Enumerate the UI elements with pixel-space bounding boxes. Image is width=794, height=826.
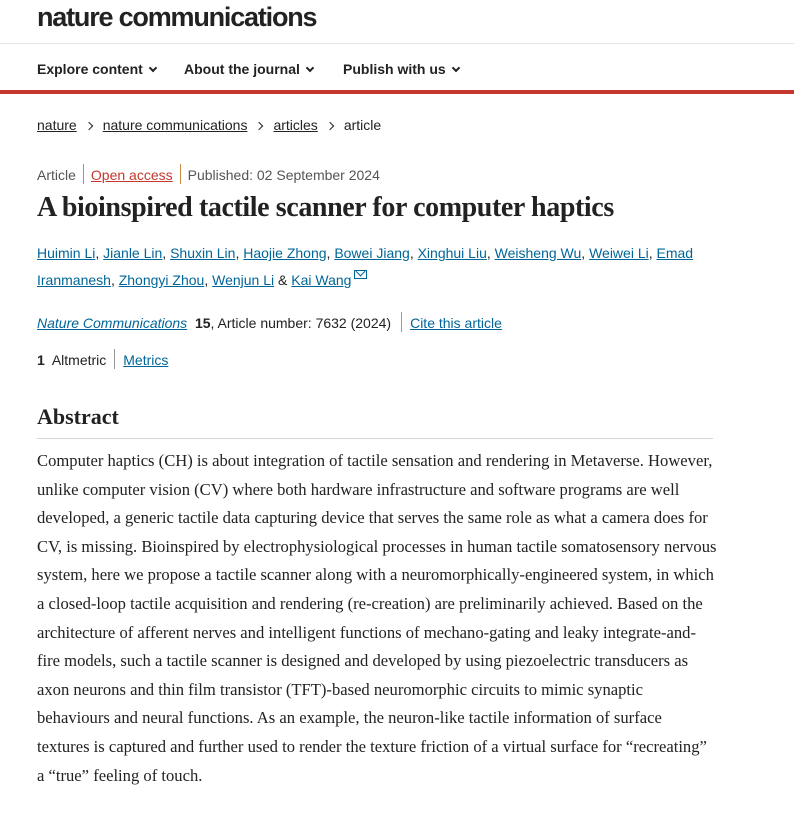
- chevron-right-icon: [255, 122, 263, 130]
- volume-number: 15: [194, 315, 211, 331]
- author-link[interactable]: Xinghui Liu: [417, 245, 487, 261]
- chevron-down-icon: [451, 64, 459, 72]
- author-link[interactable]: Zhongyi Zhou: [118, 272, 205, 288]
- author-link[interactable]: Emad Iranmanesh: [37, 245, 694, 288]
- breadcrumb-link-nature-communications[interactable]: nature communications: [102, 117, 248, 133]
- nav-publish-with-us[interactable]: [343, 59, 459, 79]
- author-link[interactable]: Jianle Lin: [103, 245, 163, 261]
- article-number: , Article number: 7632 (2024): [210, 315, 392, 331]
- chevron-down-icon: [306, 64, 314, 72]
- author-link[interactable]: Wenjun Li: [212, 272, 275, 288]
- author-link[interactable]: Haojie Zhong: [243, 245, 327, 261]
- main-nav: [0, 44, 794, 94]
- nav-item-label: Explore content: [37, 61, 143, 77]
- article-meta: [37, 166, 380, 186]
- chevron-down-icon: [149, 64, 157, 72]
- journal-logo[interactable]: nature communications: [37, 2, 317, 32]
- article-title: A bioinspired tactile scanner for computer haptics: [37, 192, 614, 223]
- chevron-right-icon: [326, 122, 334, 130]
- nav-item-label: Publish with us: [343, 61, 446, 77]
- chevron-right-icon: [84, 122, 92, 130]
- article-type: Article: [37, 167, 76, 183]
- author-link[interactable]: Shuxin Lin: [170, 245, 236, 261]
- cite-this-article-link[interactable]: Cite this article: [410, 315, 502, 331]
- nav-about-the-journal[interactable]: [184, 59, 313, 79]
- divider: [401, 312, 402, 332]
- author-link[interactable]: Kai Wang: [291, 272, 352, 288]
- mail-icon[interactable]: [354, 270, 367, 279]
- journal-link[interactable]: Nature Communications: [37, 315, 188, 331]
- metrics-link[interactable]: Metrics: [123, 352, 169, 368]
- published-date: Published: 02 September 2024: [187, 167, 380, 183]
- open-access-link[interactable]: Open access: [90, 167, 173, 183]
- citation-line: [37, 313, 502, 334]
- metrics-line: [37, 350, 168, 371]
- breadcrumb-link-nature[interactable]: nature: [37, 117, 77, 133]
- breadcrumb-link-articles[interactable]: articles: [273, 117, 318, 133]
- divider: [83, 164, 84, 184]
- abstract-text: Computer haptics (CH) is about integration of tactile sensation and rendering in Metaverse. However, unlike computer vision (CV) where both hardware infrastructure and software programs are well developed, a generic tactile data capturing device that serves the same role as what a camera does for CV, is missing. Bioinspired by electrophysiological processes in human tactile somatosensory nervous system, here we propose a tactile scanner along with a neuromorphically-engineered system, in which a closed-loop tactile acquisition and rendering (re-creation) are preliminarily achieved. Based on the architecture of afferent nerves and intelligent functions of mechano-gating and leaky integrate-and-fire models, such a tactile scanner is designed and developed by using piezoelectric transducers as axon neurons and thin film transistor (TFT)-based neuromorphic circuits to mimic synaptic behaviours and neural functions. As an example, the neuron-like tactile information of surface textures is captured and further used to render the texture friction of a virtual surface for “recreating” a “true” feeling of touch.: [37, 451, 717, 785]
- author-link[interactable]: Bowei Jiang: [334, 245, 410, 261]
- author-link[interactable]: Weiwei Li: [589, 245, 649, 261]
- nav-explore-content[interactable]: [37, 59, 156, 79]
- divider: [114, 349, 115, 369]
- divider: [180, 164, 181, 184]
- author-list: Huimin Li, Jianle Lin, Shuxin Lin, Haojie Zhong, Bowei Jiang, Xinghui Liu, Weisheng Wu, Weiwei Li, Emad Iranmanesh, Zhongyi Zhou, Wenjun Li & Kai Wang: [37, 245, 694, 288]
- author-link[interactable]: Huimin Li: [37, 245, 96, 261]
- breadcrumb-current: article: [343, 117, 382, 133]
- abstract-heading: Abstract: [37, 402, 713, 439]
- breadcrumb: [37, 115, 381, 135]
- site-header: [0, 0, 794, 44]
- nav-item-label: About the journal: [184, 61, 300, 77]
- author-link[interactable]: Weisheng Wu: [494, 245, 582, 261]
- altmetric-label: Altmetric: [51, 352, 107, 368]
- author-conjunction: &: [278, 272, 288, 288]
- altmetric-count: 1: [37, 352, 45, 368]
